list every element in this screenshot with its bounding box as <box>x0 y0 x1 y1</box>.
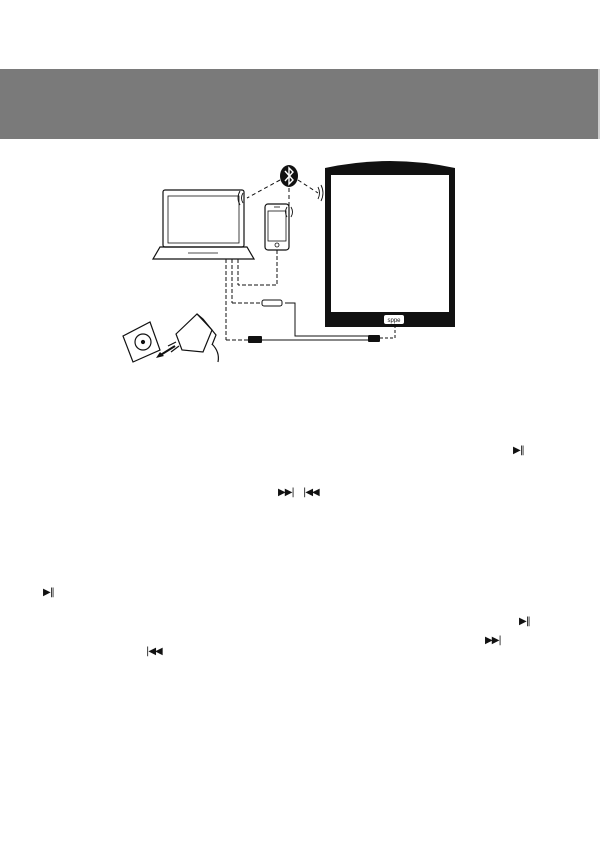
previous-track-icon: |◀◀ <box>146 646 162 657</box>
section-header-banner <box>0 69 600 139</box>
previous-track-icon: |◀◀ <box>303 487 319 498</box>
signal-waves-icon <box>238 185 323 217</box>
next-track-icon: ▶▶| <box>278 487 294 498</box>
next-track-icon: ▶▶| <box>485 635 501 646</box>
laptop-icon <box>153 190 254 259</box>
smartphone-icon <box>265 204 289 250</box>
power-adapter-icon <box>168 314 218 362</box>
connection-diagram <box>0 150 603 380</box>
speaker-icon <box>325 161 455 327</box>
cable-paths <box>226 250 277 340</box>
wireless-links <box>247 180 318 206</box>
wall-socket-icon <box>123 322 160 362</box>
play-pause-icon: ▶‖ <box>513 445 524 456</box>
speaker-logo: sppe <box>387 318 401 324</box>
play-pause-icon: ▶‖ <box>519 616 530 627</box>
bluetooth-icon <box>280 165 298 187</box>
page-edge-tab <box>598 69 603 139</box>
play-pause-icon: ▶‖ <box>43 587 54 598</box>
